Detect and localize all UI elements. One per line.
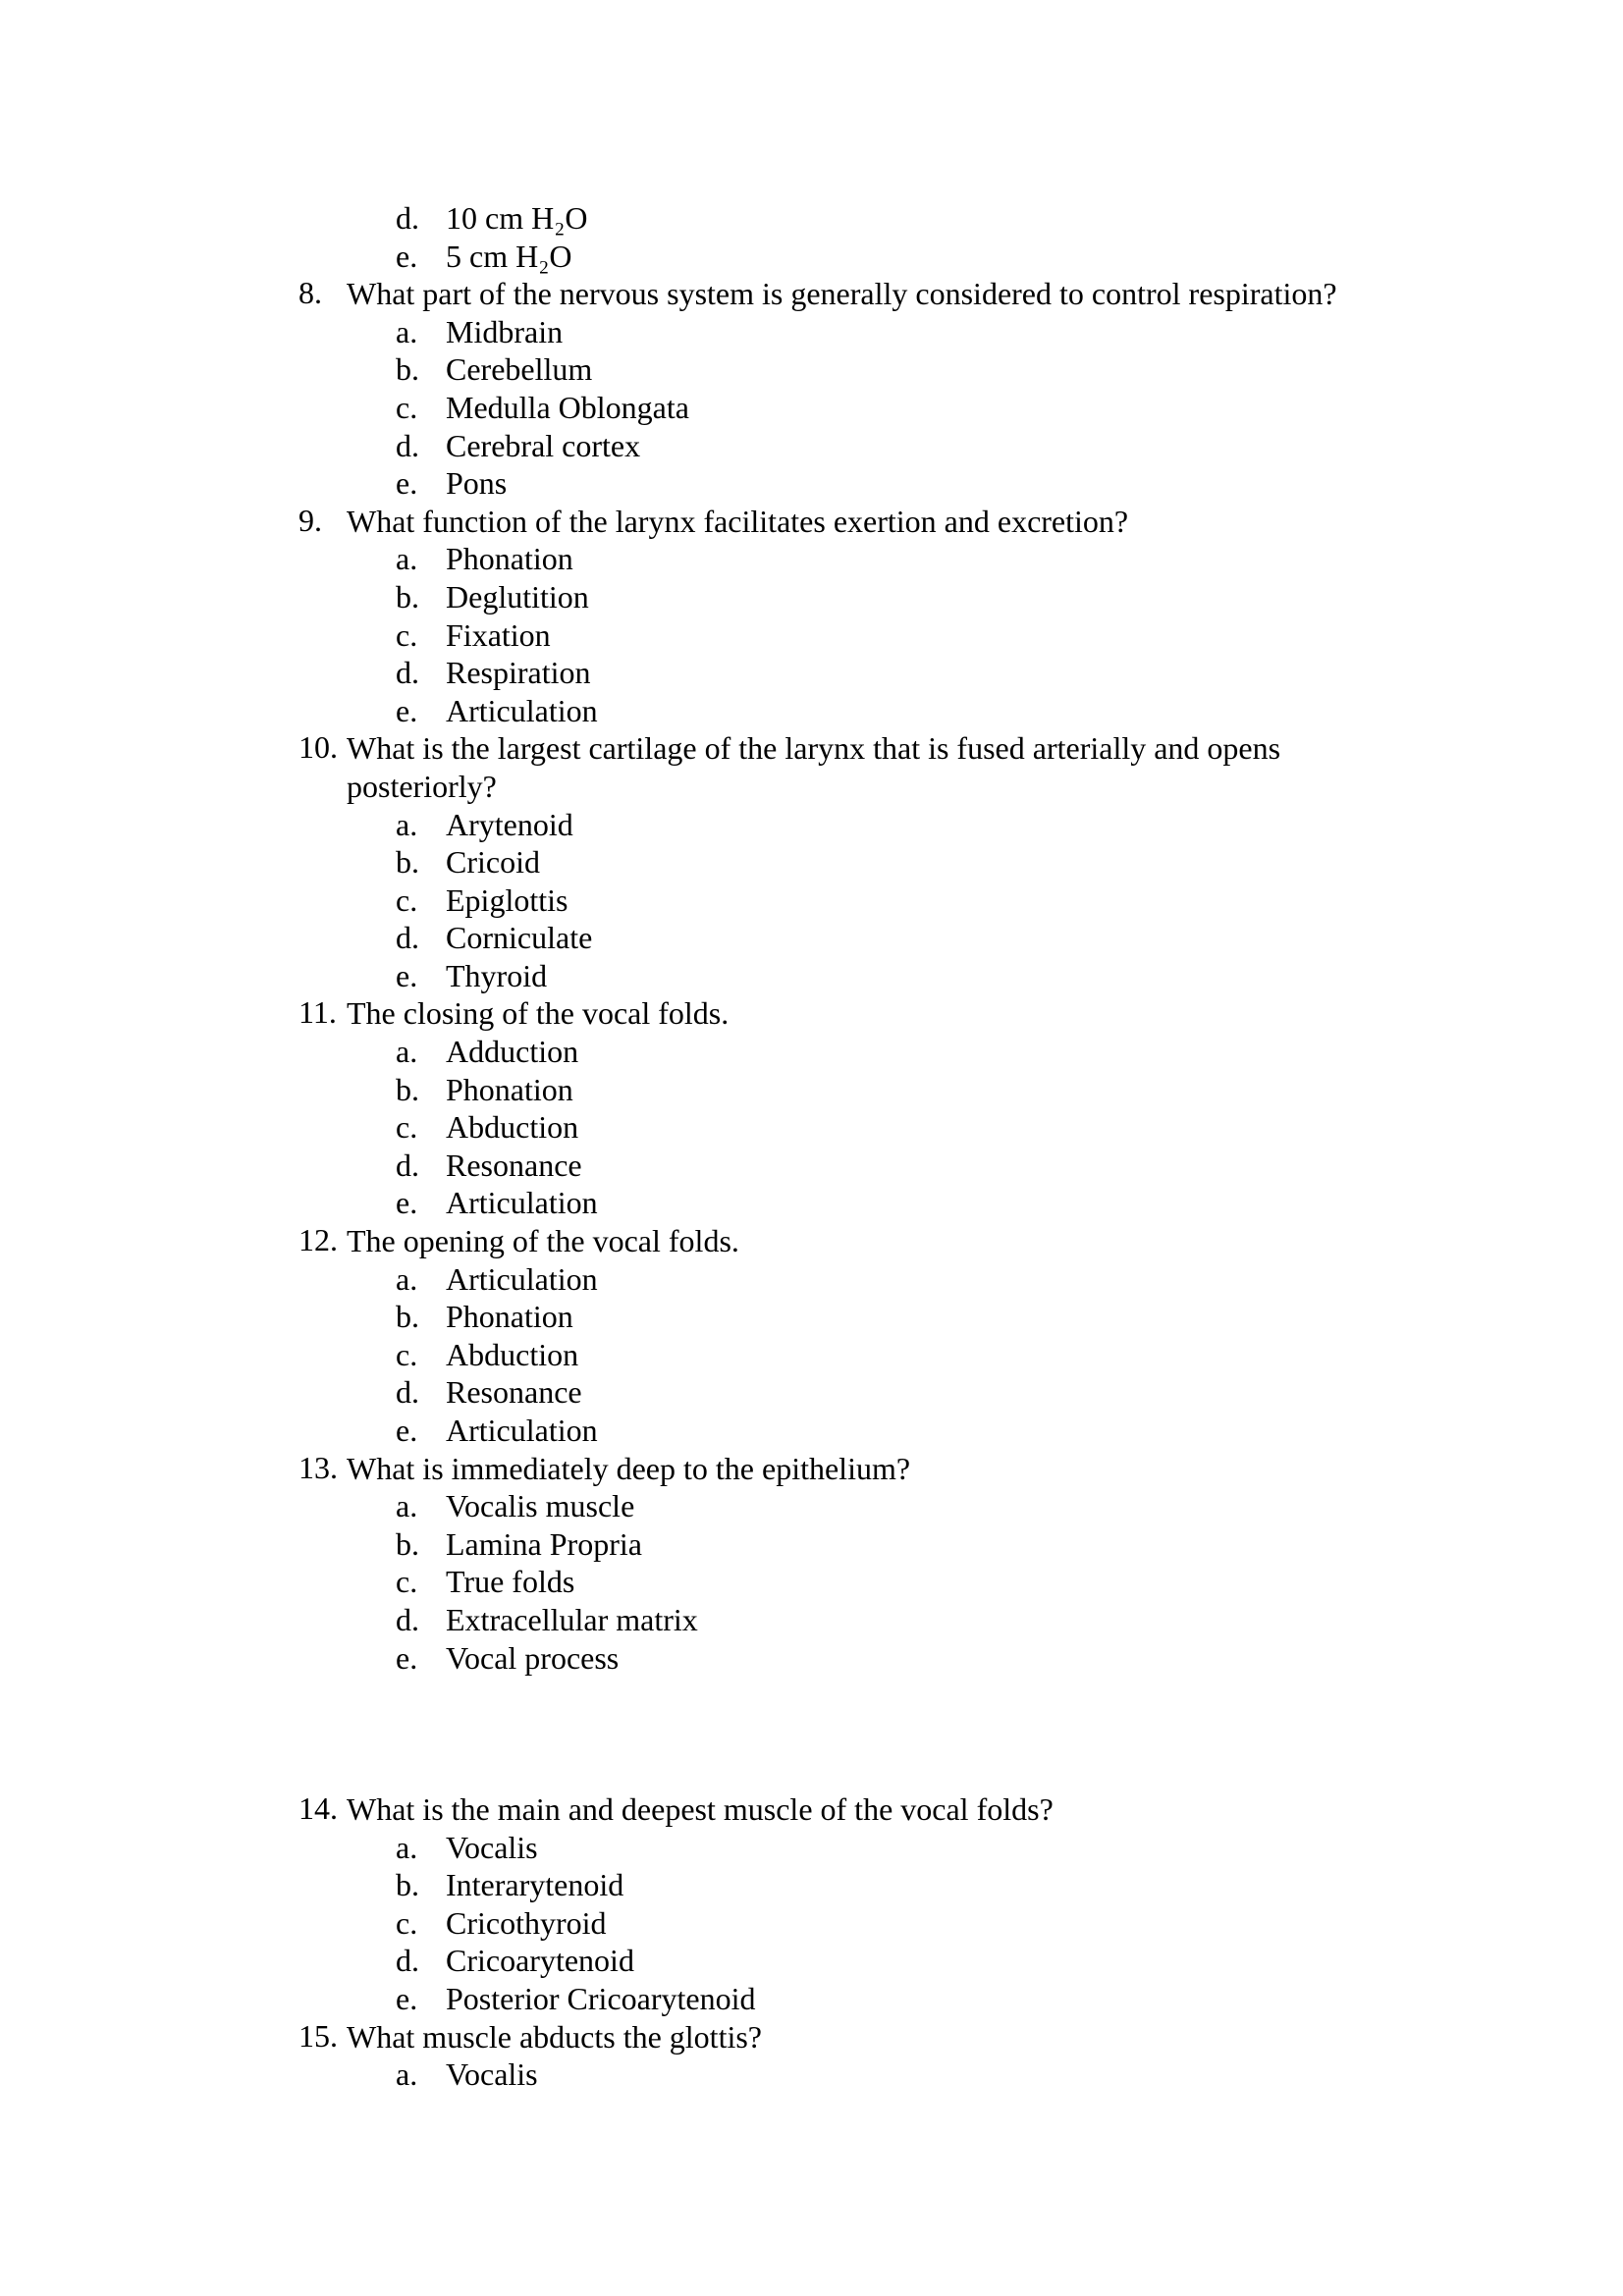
option-text: Arytenoid [446, 806, 573, 842]
question-number: 11. [298, 994, 337, 1031]
option-letter: b. [396, 1299, 419, 1335]
answer-option [0, 389, 1623, 427]
question-item [0, 994, 1623, 1222]
option-letter: d. [396, 1943, 419, 1979]
option-text: Cricothyroid [446, 1904, 607, 1941]
answer-option [0, 843, 1623, 881]
option-letter: a. [396, 1829, 418, 1865]
option-text: Cricoarytenoid [446, 1943, 634, 1979]
option-text: Phonation [446, 1299, 573, 1335]
option-text: Vocalis muscle [446, 1488, 635, 1524]
option-text: Articulation [446, 1413, 598, 1448]
option-text: Articulation [446, 1185, 598, 1221]
answer-option [0, 1412, 1623, 1450]
option-letter: e. [396, 1980, 418, 2016]
option-letter: a. [396, 1260, 418, 1297]
option-text: Articulation [446, 1260, 598, 1297]
option-letter: d. [396, 655, 419, 691]
option-letter: a. [396, 1488, 418, 1524]
answer-option [0, 1184, 1623, 1222]
option-letter: c. [396, 616, 418, 653]
answer-option [0, 654, 1623, 692]
answer-option [0, 1942, 1623, 1980]
option-text: Midbrain [446, 313, 564, 349]
option-text: Respiration [446, 655, 591, 691]
option-letter: d. [396, 200, 419, 236]
answer-option [0, 313, 1623, 351]
answer-option [0, 578, 1623, 616]
option-letter: e. [396, 238, 418, 274]
question-number: 15. [298, 2017, 338, 2054]
option-text: Deglutition [446, 578, 589, 614]
answer-option [0, 238, 1623, 276]
answer-option [0, 692, 1623, 730]
option-letter: c. [396, 1336, 418, 1372]
option-text: Resonance [446, 1374, 582, 1411]
answer-option [0, 806, 1623, 844]
option-text: Resonance [446, 1147, 582, 1183]
question-text: What function of the larynx facilitates exertion and excretion? [347, 503, 1129, 539]
answer-option [0, 1829, 1623, 1867]
option-text: Adduction [446, 1034, 579, 1070]
answer-option [0, 1260, 1623, 1299]
question [0, 1450, 1623, 1488]
answer-option [0, 881, 1623, 920]
option-text: Abduction [446, 1336, 579, 1372]
answer-option [0, 1336, 1623, 1374]
answer-option [0, 1071, 1623, 1109]
question [0, 2018, 1623, 2056]
answer-option [0, 1601, 1623, 1639]
question-text: What is immediately deep to the epithelium? [347, 1450, 911, 1486]
questions-part-2 [0, 1790, 1623, 2094]
option-letter: d. [396, 1147, 419, 1183]
option-text: Phonation [446, 1071, 573, 1107]
question-number: 13. [298, 1449, 338, 1485]
answer-option [0, 1980, 1623, 2018]
question-number: 9. [298, 502, 322, 538]
answer-option [0, 1298, 1623, 1336]
option-text: Pons [446, 465, 508, 502]
option-letter: a. [396, 806, 418, 842]
answer-option [0, 1866, 1623, 1904]
answer-option [0, 1563, 1623, 1601]
answer-option [0, 1487, 1623, 1525]
question-item [0, 2018, 1623, 2094]
questions-part-1 [0, 275, 1623, 1677]
continuation-options [0, 199, 1623, 275]
question-item [0, 1222, 1623, 1450]
answer-option [0, 1108, 1623, 1147]
answer-option [0, 1373, 1623, 1412]
option-text: Vocalis [446, 2056, 538, 2093]
option-text: Vocal process [446, 1639, 620, 1676]
answer-option [0, 957, 1623, 995]
answer-option [0, 1147, 1623, 1185]
option-letter: b. [396, 1071, 419, 1107]
option-text: Posterior Cricoarytenoid [446, 1980, 756, 2016]
option-letter: d. [396, 1601, 419, 1637]
answer-option [0, 1033, 1623, 1071]
option-letter: c. [396, 1109, 418, 1146]
question-number: 12. [298, 1222, 338, 1258]
question-number: 8. [298, 275, 322, 311]
question-text: What part of the nervous system is generally considered to control respiration? [347, 276, 1337, 312]
question-text: The closing of the vocal folds. [347, 995, 730, 1032]
answer-option [0, 350, 1623, 389]
question-number: 14. [298, 1789, 338, 1826]
option-letter: b. [396, 1525, 419, 1562]
question-item [0, 1450, 1623, 1678]
option-letter: a. [396, 313, 418, 349]
question-text: What muscle abducts the glottis? [347, 2018, 762, 2055]
question [0, 1222, 1623, 1260]
option-letter: c. [396, 1904, 418, 1941]
option-letter: e. [396, 1185, 418, 1221]
option-text: Medulla Oblongata [446, 389, 689, 425]
option-letter: a. [396, 2056, 418, 2093]
option-letter: d. [396, 427, 419, 463]
question-item [0, 503, 1623, 730]
document-page [0, 199, 1623, 2094]
answer-option [0, 616, 1623, 655]
option-letter: e. [396, 1639, 418, 1676]
option-text: Epiglottis [446, 881, 568, 918]
question-text: The opening of the vocal folds. [347, 1223, 739, 1259]
option-letter: c. [396, 389, 418, 425]
option-letter: b. [396, 578, 419, 614]
question-text: What is the largest cartilage of the larynx that is fused arterially and opens posteriorly? [347, 730, 1281, 804]
question-item [0, 1790, 1623, 2018]
question [0, 503, 1623, 541]
option-text: 5 cm H₂O [446, 238, 572, 274]
option-letter: a. [396, 541, 418, 577]
question-text: What is the main and deepest muscle of the vocal folds? [347, 1790, 1054, 1827]
option-text: Cerebral cortex [446, 427, 641, 463]
option-letter: b. [396, 351, 419, 388]
question [0, 275, 1623, 313]
option-text: Lamina Propria [446, 1525, 642, 1562]
option-text: Cerebellum [446, 351, 593, 388]
question-number: 10. [298, 729, 338, 766]
answer-option [0, 464, 1623, 503]
option-letter: a. [396, 1034, 418, 1070]
answer-option [0, 427, 1623, 465]
question-item [0, 729, 1623, 994]
question-item [0, 275, 1623, 503]
answer-option [0, 1525, 1623, 1564]
option-text: Extracellular matrix [446, 1601, 698, 1637]
option-text: Vocalis [446, 1829, 538, 1865]
question [0, 729, 1623, 805]
option-text: 10 cm H₂O [446, 200, 588, 236]
option-text: Phonation [446, 541, 573, 577]
option-letter: e. [396, 1413, 418, 1448]
option-text: Interarytenoid [446, 1867, 624, 1903]
option-text: Articulation [446, 692, 598, 728]
question [0, 1790, 1623, 1829]
answer-option [0, 540, 1623, 578]
answer-option [0, 1904, 1623, 1943]
option-letter: e. [396, 465, 418, 502]
question [0, 994, 1623, 1033]
answer-option [0, 919, 1623, 957]
answer-option [0, 1639, 1623, 1678]
blank-gap [0, 1677, 1623, 1790]
option-text: True folds [446, 1564, 575, 1600]
option-letter: e. [396, 957, 418, 993]
option-text: Corniculate [446, 920, 593, 956]
option-text: Cricoid [446, 844, 540, 881]
answer-option [0, 199, 1623, 238]
option-letter: c. [396, 1564, 418, 1600]
option-letter: e. [396, 692, 418, 728]
option-text: Abduction [446, 1109, 579, 1146]
option-letter: b. [396, 844, 419, 881]
option-text: Fixation [446, 616, 551, 653]
option-letter: b. [396, 1867, 419, 1903]
option-letter: d. [396, 1374, 419, 1411]
option-letter: c. [396, 881, 418, 918]
option-text: Thyroid [446, 957, 548, 993]
option-letter: d. [396, 920, 419, 956]
answer-option [0, 2056, 1623, 2094]
